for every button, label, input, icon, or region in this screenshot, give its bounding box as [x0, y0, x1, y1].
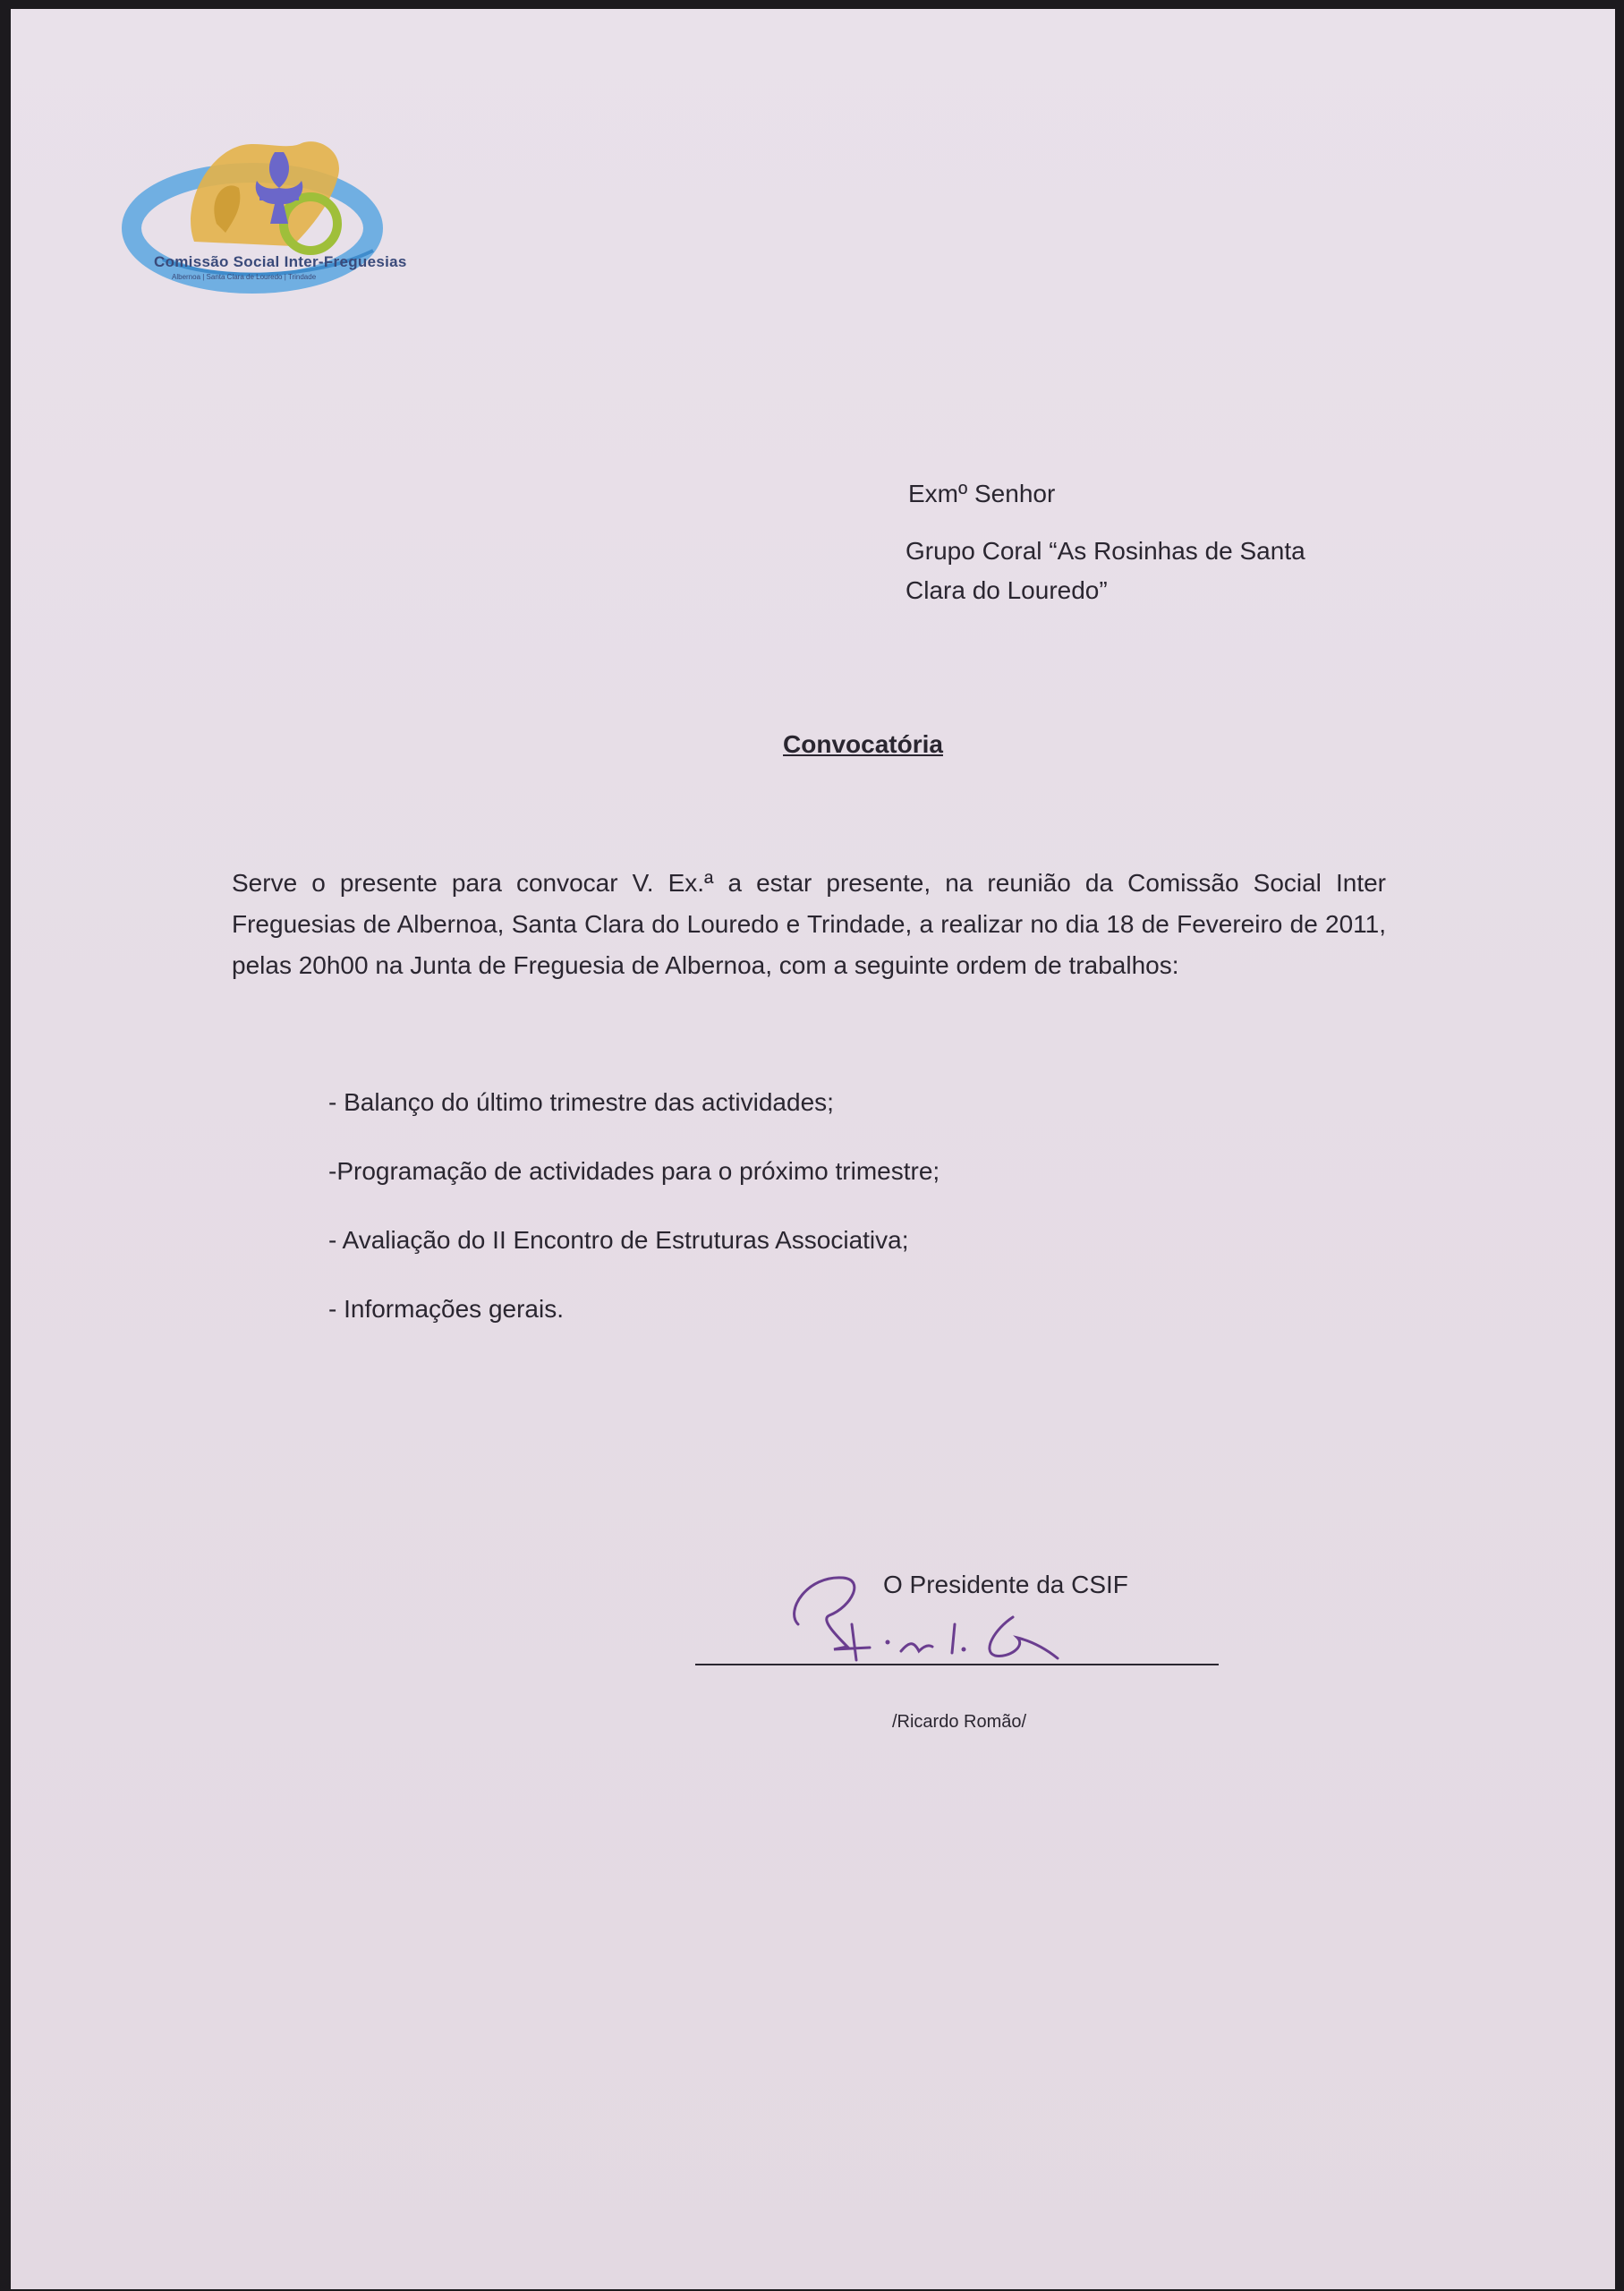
agenda-item: - Informações gerais.	[328, 1295, 564, 1323]
signatory-name: /Ricardo Romão/	[891, 1712, 1027, 1732]
agenda-item: - Balanço do último trimestre das actividades;	[328, 1088, 834, 1116]
agenda-list	[328, 1083, 940, 1358]
recipient-block	[906, 474, 1371, 610]
agenda-item: - Avaliação do II Encontro de Estruturas Associativa;	[328, 1226, 909, 1254]
recipient-salutation: Exmº Senhor	[908, 480, 1056, 507]
logo-subtitle: Albernoa | Santa Clara de Louredo | Trindade	[172, 273, 317, 281]
handwritten-signature-icon	[780, 1562, 1102, 1678]
logo-emblem-icon	[109, 125, 449, 313]
logo-title: Comissão Social Inter-Freguesias	[154, 253, 407, 270]
signature-line	[695, 1664, 1219, 1665]
organization-logo	[109, 125, 449, 313]
body-paragraph: Serve o presente para convocar V. Ex.ª a estar presente, na reunião da Comissão Social Inter Freguesias de Albernoa, Santa Clara do Louredo e Trindade, a realizar no dia 18 de Fevereiro de 2011, pelas 20h00 na Junta de Freguesia de Albernoa, com a seguinte ordem de trabalhos:	[232, 869, 1386, 979]
recipient-organization: Grupo Coral “As Rosinhas de Santa Clara do Louredo”	[906, 537, 1305, 604]
signature-block	[691, 1562, 1228, 1741]
signatory-role: O Presidente da CSIF	[883, 1571, 1128, 1598]
letter-page	[11, 9, 1615, 2289]
document-title: Convocatória	[783, 730, 943, 758]
agenda-item: -Programação de actividades para o próximo trimestre;	[328, 1157, 940, 1185]
